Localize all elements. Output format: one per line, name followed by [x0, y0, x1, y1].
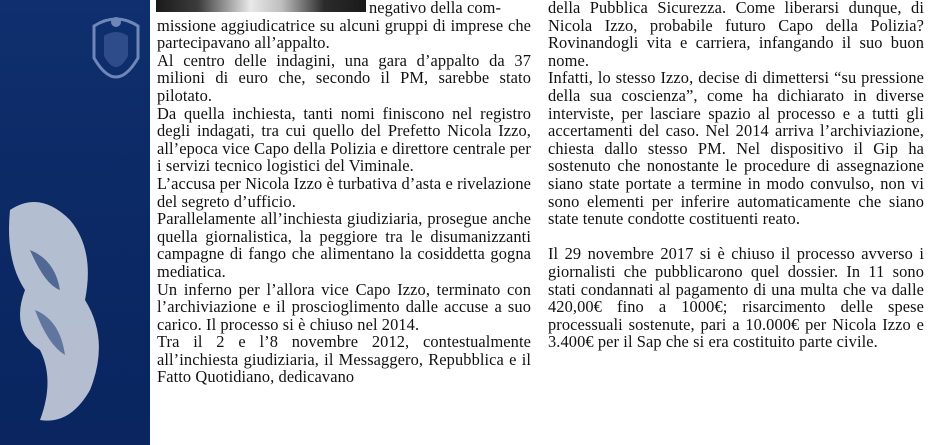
paragraph: L’accusa per Nicola Izzo è turbativa d’asta e rivelazione del segreto d’ufficio.: [157, 173, 531, 211]
blue-sidebar: [0, 0, 150, 445]
paragraph: Parallelamente all’inchiesta giudiziaria, prosegue anche quella giornalistica, la peggiore tra le disumanizzanti campagne di fango che alimentano la cosiddetta gogna mediatica.: [157, 209, 531, 281]
paragraph: Infatti, lo stesso Izzo, decise di dimettersi “su pressione della sua coscienza”, come ha dichiarato in diverse interviste, per lasciare spazio al processo e a tutti gli accertamenti del caso. Nel 2014 arriva l’archiviazione, chiesta dallo stesso PM. Nel dispositivo il Gip ha sostenuto che nonostante le procedure di assegnazione siano state portate a termine in modo convulso, non vi sono elementi per inferire automaticamente che siano state tenute condotte costituenti reato.: [548, 68, 924, 229]
paragraph: Un inferno per l’allora vice Capo Izzo, terminato con l’archiviazione e il proscioglimento dalle accuse a suo carico. Il processo si è chiuso nel 2014.: [157, 279, 531, 334]
paragraph: Il 29 novembre 2017 si è chiuso il processo avverso i giornalisti che pubblicarono quel dossier. In 11 sono stati condannati al pagamento di una multa che va dalle 420,00€ fino a 1000€; risarcimento delle spese processuali sostenute, pari a 10.000€ per Nicola Izzo e 3.400€ per il Sap che si era costituito parte civile.: [548, 244, 924, 352]
paragraph: Tra il 2 e l’8 novembre 2012, contestualmente all’inchiesta giudiziaria, il Messaggero, Repubblica e il Fatto Quotidiano, dedicavano: [157, 332, 531, 387]
right-text-column: [548, 0, 924, 351]
paragraph: Al centro delle indagini, una gara d’appalto da 37 milioni di euro che, secondo il PM, sarebbe stato pilotato.: [157, 50, 531, 105]
left-text-column: [157, 0, 531, 386]
paragraph-spacer: [548, 228, 924, 246]
paragraph: Da quella inchiesta, tanti nomi finiscono nel registro degli indagati, tra cui quello del Prefetto Nicola Izzo, all’epoca vice Capo della Polizia e direttore centrale per i servizi tecnico logistici del Viminale.: [157, 103, 531, 176]
lead-fragment: negativo della com-: [369, 0, 502, 17]
eagle-icon: [0, 190, 120, 430]
paragraph: missione aggiudicatrice su alcuni gruppi di imprese che partecipavano all’appalto.: [157, 15, 531, 53]
paragraph: della Pubblica Sicurezza. Come liberarsi dunque, di Nicola Izzo, probabile futuro Capo della Polizia? Rovinandogli vita e carriera, infangando il suo buon nome.: [548, 0, 924, 70]
police-crest-icon: [86, 8, 146, 103]
